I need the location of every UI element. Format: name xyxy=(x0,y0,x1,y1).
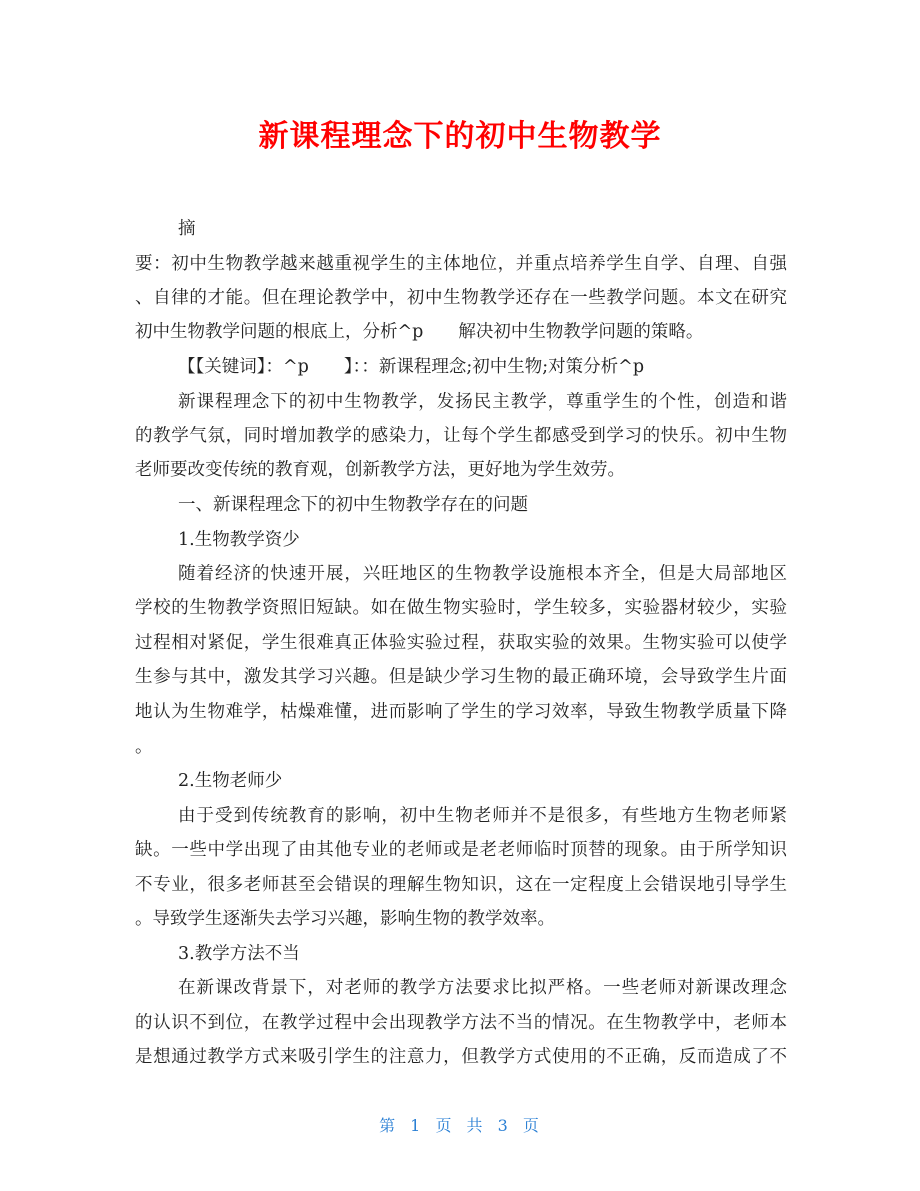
body-text-line: 缺。一些中学出现了由其他专业的老师或是老老师临时顶替的现象。由于所学知识 xyxy=(135,840,787,860)
body-text-line: 学校的生物教学资照旧短缺。如在做生物实验时，学生较多，实验器材较少，实验 xyxy=(135,598,787,618)
body-text-line: 随着经济的快速开展，兴旺地区的生物教学设施根本齐全，但是大局部地区 xyxy=(178,564,787,584)
body-text-line: 的教学气氛，同时增加教学的感染力，让每个学生都感受到学习的快乐。初中生物 xyxy=(135,426,787,446)
body-text-line: 不专业，很多老师甚至会错误的理解生物知识，这在一定程度上会错误地引导学生 xyxy=(135,875,787,895)
body-text-line: 在新课改背景下，对老师的教学方法要求比拟严格。一些老师对新课改理念 xyxy=(178,978,787,998)
body-text-line: 老师要改变传统的教育观，创新教学方法，更好地为学生效劳。 xyxy=(135,460,625,480)
body-text-line: 的认识不到位，在教学过程中会出现教学方法不当的情况。在生物教学中，老师本 xyxy=(135,1013,787,1033)
body-text-line: 生参与其中，激发其学习兴趣。但是缺少学习生物的最正确环境，会导致学生片面 xyxy=(135,667,787,687)
page-number-footer: 第 1 页 共 3 页 xyxy=(379,1116,541,1135)
body-text-line: 摘 xyxy=(178,219,196,239)
body-text-line: 2.生物老师少 xyxy=(178,771,283,791)
document-title: 新课程理念下的初中生物教学 xyxy=(258,119,662,154)
body-text-line: 。导致学生逐渐失去学习兴趣，影响生物的教学效率。 xyxy=(135,909,555,929)
body-text-line: 3.教学方法不当 xyxy=(178,944,300,964)
body-text-line: 由于受到传统教育的影响，初中生物老师并不是很多，有些地方生物老师紧 xyxy=(178,806,787,826)
body-text-line: 是想通过教学方式来吸引学生的注意力，但教学方式使用的不正确，反而造成了不 xyxy=(135,1047,787,1067)
body-text-line: 要：初中生物教学越来越重视学生的主体地位，并重点培养学生自学、自理、自强 xyxy=(135,254,787,274)
body-text-line: 初中生物教学问题的根底上，分析^p 解决初中生物教学问题的策略。 xyxy=(135,322,704,342)
body-text-line: 、自律的才能。但在理论教学中，初中生物教学还存在一些教学问题。本文在研究 xyxy=(135,288,787,308)
body-text-line: 过程相对紧促，学生很难真正体验实验过程，获取实验的效果。生物实验可以使学 xyxy=(135,633,787,653)
body-text-line: 1.生物教学资少 xyxy=(178,530,300,550)
body-text-line: 地认为生物难学，枯燥难懂，进而影响了学生的学习效率，导致生物教学质量下降 xyxy=(135,702,787,722)
body-text-line: 一、新课程理念下的初中生物教学存在的问题 xyxy=(178,495,528,515)
body-text-line: 。 xyxy=(135,737,153,757)
body-text-line: 【【关键词】：^p 】：：新课程理念;初中生物;对策分析^p xyxy=(178,357,645,377)
body-text-line: 新课程理念下的初中生物教学，发扬民主教学，尊重学生的个性，创造和谐 xyxy=(178,392,787,412)
